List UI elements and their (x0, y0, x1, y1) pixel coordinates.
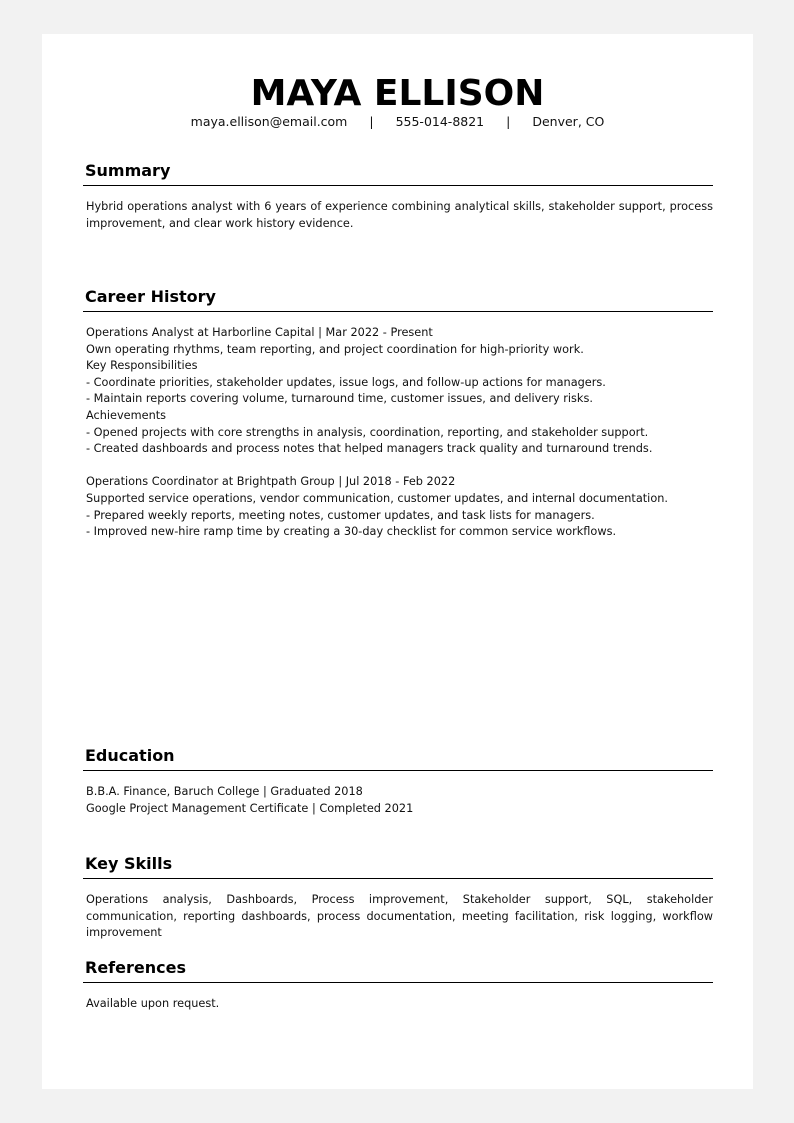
contact-line (42, 113, 753, 131)
section-title-summary: Summary (83, 160, 713, 186)
job-heading: Operations Coordinator at Brightpath Group | Jul 2018 - Feb 2022 (86, 475, 456, 489)
education-item: Google Project Management Certificate | Completed 2021 (86, 801, 414, 815)
achievement-item: - Opened projects with core strengths in analysis, coordination, reporting, and stakeholder support. (86, 425, 649, 439)
key-skills-section (83, 853, 713, 942)
contact-phone: 555-014-8821 (395, 114, 485, 129)
responsibility-item: - Coordinate priorities, stakeholder updates, issue logs, and follow-up actions for managers. (86, 375, 606, 389)
section-title-career-history: Career History (83, 286, 713, 312)
job-bullet: - Prepared weekly reports, meeting notes, customer updates, and task lists for managers. (86, 508, 595, 522)
job-description: Supported service operations, vendor communication, customer updates, and internal documentation. (86, 491, 668, 505)
responsibility-item: - Maintain reports covering volume, turnaround time, customer issues, and delivery risks. (86, 392, 593, 406)
career-history-section (83, 286, 713, 541)
references-section (83, 957, 713, 1013)
summary-text: Hybrid operations analyst with 6 years of experience combining analytical skills, stakeholder support, process improvement, and clear work history evidence. (86, 200, 713, 230)
resume-page (42, 34, 753, 1089)
section-title-education: Education (83, 745, 713, 771)
job-heading: Operations Analyst at Harborline Capital | Mar 2022 - Present (86, 326, 433, 339)
job-spacer (86, 458, 713, 475)
achievement-item: - Created dashboards and process notes that helped managers track quality and turnaround trends. (86, 442, 653, 456)
candidate-name: MAYA ELLISON (250, 73, 545, 114)
references-text: Available upon request. (86, 997, 220, 1010)
resume-header (42, 72, 753, 131)
contact-location: Denver, CO (532, 114, 605, 129)
contact-email: maya.ellison@email.com (190, 114, 348, 129)
section-title-key-skills: Key Skills (83, 853, 713, 879)
job-description: Own operating rhythms, team reporting, and project coordination for high-priority work. (86, 342, 584, 356)
summary-section (83, 160, 713, 232)
responsibilities-label: Key Responsibilities (86, 359, 198, 373)
skills-text: Operations analysis, Dashboards, Process improvement, Stakeholder support, SQL, stakeholder communication, reporting dashboards, process documentation, meeting facilitation, risk logging, workflow improvement (86, 893, 713, 940)
education-section (83, 745, 713, 817)
contact-separator: | (369, 114, 374, 129)
education-item: B.B.A. Finance, Baruch College | Graduated 2018 (86, 785, 363, 798)
contact-separator: | (506, 114, 511, 129)
achievements-label: Achievements (86, 408, 167, 422)
job-bullet: - Improved new-hire ramp time by creating a 30-day checklist for common service workflows. (86, 525, 617, 539)
section-title-references: References (83, 957, 713, 983)
